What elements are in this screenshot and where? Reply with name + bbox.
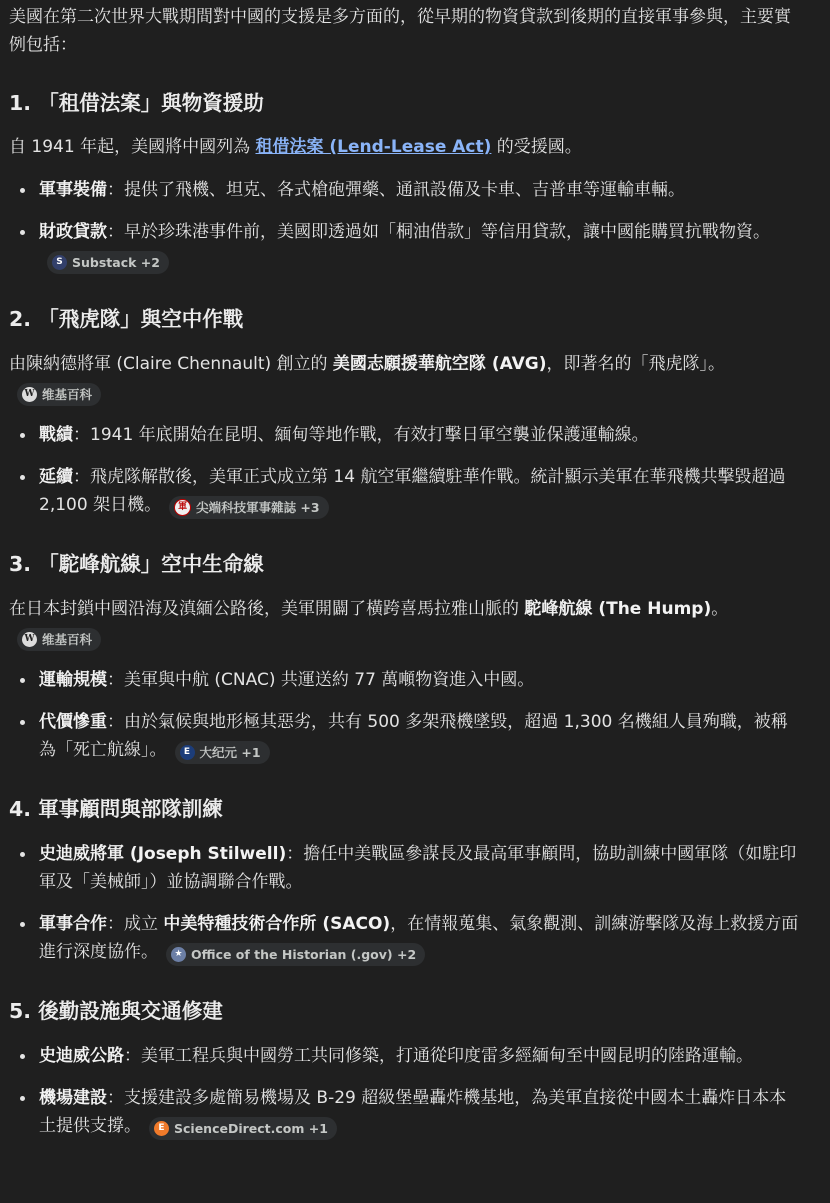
item-text: ：美軍工程兵與中國勞工共同修築，打通從印度雷多經緬甸至中國昆明的陸路運輸。 <box>124 1046 753 1066</box>
epoch-times-icon: E <box>180 745 195 760</box>
section-2-list <box>9 421 802 519</box>
item-text: ：1941 年底開始在昆明、緬甸等地作戰，有效打擊日軍空襲並保護運輸線。 <box>73 425 649 445</box>
list-item <box>9 421 802 449</box>
section-1-paragraph <box>9 133 802 161</box>
section-4-list <box>9 840 802 966</box>
item-label: 運輸規模 <box>39 670 107 690</box>
section-3-paragraph <box>9 595 802 651</box>
source-chip[interactable] <box>169 496 329 519</box>
list-item <box>9 1084 802 1140</box>
item-label: 史迪威公路 <box>39 1046 124 1066</box>
section-2-heading: 2. 「飛虎隊」與空中作戰 <box>9 307 244 331</box>
item-text: ：支援建設多處簡易機場及 B-29 超級堡壘轟炸機基地，為美軍直接從中國本土轟炸日本本土提供支撐。 <box>39 1088 787 1136</box>
section-3-heading: 3. 「駝峰航線」空中生命線 <box>9 552 264 576</box>
item-text: ，在情報蒐集、氣象觀測、訓練游擊隊及海上救援方面進行深度協作。 <box>39 914 799 962</box>
section-5-list <box>9 1042 802 1140</box>
item-label: 代價慘重 <box>39 712 107 732</box>
wikipedia-icon: W <box>22 387 37 402</box>
list-item <box>9 218 802 274</box>
text: 由陳納德將軍 (Claire Chennault) 創立的 <box>9 354 333 374</box>
source-chip[interactable] <box>166 943 425 966</box>
list-item <box>9 840 802 896</box>
list-item <box>9 176 802 204</box>
section-1-list <box>9 176 802 274</box>
bold-text: 駝峰航線 (The Hump) <box>524 599 712 619</box>
bold-text: 美國志願援華航空隊 (AVG) <box>332 354 547 374</box>
list-item <box>9 708 802 764</box>
source-chip[interactable] <box>17 383 101 406</box>
substack-icon: S <box>52 255 67 270</box>
item-label: 機場建設 <box>39 1088 107 1108</box>
source-chip-label: Office of the Historian (.gov) +2 <box>191 947 417 962</box>
item-label: 軍事合作 <box>39 914 107 934</box>
item-text: ：由於氣候與地形極其惡劣，共有 500 多架飛機墜毀，超過 1,300 名機組人員殉職，被稱為「死亡航線」。 <box>39 712 788 760</box>
intro-paragraph: 美國在第二次世界大戰期間對中國的支援是多方面的，從早期的物資貸款到後期的直接軍事參與，主要實例包括： <box>9 7 791 55</box>
item-text: ：美軍與中航 (CNAC) 共運送約 77 萬噸物資進入中國。 <box>107 670 535 690</box>
response-content <box>0 3 830 1140</box>
item-text: ：提供了飛機、坦克、各式槍砲彈藥、通訊設備及卡車、吉普車等運輸車輛。 <box>107 180 685 200</box>
section-1-heading: 1. 「租借法案」與物資援助 <box>9 91 264 115</box>
bold-text: 中美特種技術合作所 (SACO) <box>163 914 391 934</box>
text: 自 1941 年起，美國將中國列為 <box>9 137 256 157</box>
section-3-list <box>9 666 802 764</box>
sciencedirect-icon: E <box>154 1121 169 1136</box>
section-4-heading: 4. 軍事顧問與部隊訓練 <box>9 797 223 821</box>
text: 在日本封鎖中國沿海及滇緬公路後，美軍開闢了橫跨喜馬拉雅山脈的 <box>9 599 525 619</box>
section-2-paragraph <box>9 350 802 406</box>
source-chip-label: ScienceDirect.com +1 <box>174 1121 328 1136</box>
source-chip-label: 大纪元 +1 <box>199 745 261 760</box>
military-magazine-icon: 軍 <box>174 499 191 516</box>
item-label: 延續 <box>39 467 73 487</box>
source-chip[interactable] <box>17 628 101 651</box>
lend-lease-link[interactable]: 租借法案 (Lend-Lease Act) <box>255 137 492 157</box>
item-text: ：飛虎隊解散後，美軍正式成立第 14 航空軍繼續駐華作戰。統計顯示美軍在華飛機共擊毀超過 2,100 架日機。 <box>39 467 786 515</box>
item-label: 史迪威將軍 (Joseph Stilwell) <box>39 844 287 864</box>
source-chip-label: 维基百科 <box>42 632 93 647</box>
item-text: ：擔任中美戰區參謀長及最高軍事顧問，協助訓練中國軍隊（如駐印軍及「美械師」）並協調聯合作戰。 <box>39 844 797 892</box>
section-5-heading: 5. 後勤設施與交通修建 <box>9 999 223 1023</box>
source-chip[interactable] <box>175 741 270 764</box>
item-text: ：早於珍珠港事件前，美國即透過如「桐油借款」等信用貸款，讓中國能購買抗戰物資。 <box>107 222 770 242</box>
item-label: 戰績 <box>39 425 73 445</box>
source-chip-label: 维基百科 <box>42 387 93 402</box>
list-item <box>9 463 802 519</box>
wikipedia-icon: W <box>22 632 37 647</box>
text: ，即著名的「飛虎隊」。 <box>546 354 725 374</box>
item-text: ：成立 <box>107 914 164 934</box>
source-chip-label: Substack +2 <box>72 255 160 270</box>
government-seal-icon: ★ <box>171 947 186 962</box>
list-item <box>9 1042 802 1070</box>
text: 的受援國。 <box>491 137 582 157</box>
source-chip[interactable] <box>149 1117 337 1140</box>
list-item <box>9 910 802 966</box>
item-label: 財政貸款 <box>39 222 107 242</box>
item-label: 軍事裝備 <box>39 180 107 200</box>
text: 。 <box>711 599 729 619</box>
source-chip-label: 尖端科技軍事雜誌 +3 <box>196 500 320 515</box>
source-chip[interactable] <box>47 251 169 274</box>
list-item <box>9 666 802 694</box>
